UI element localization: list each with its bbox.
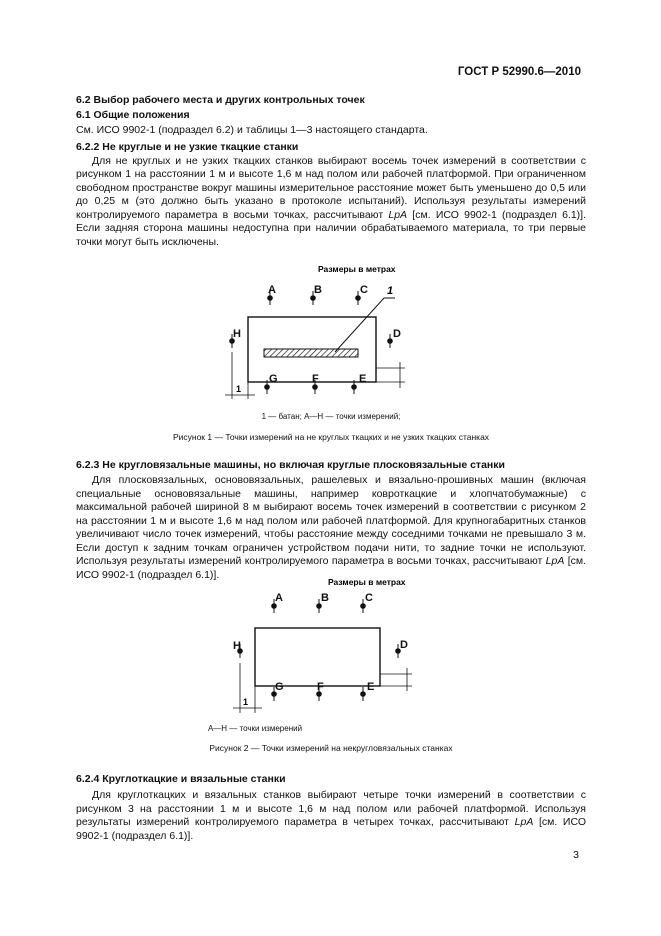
fig2-dim-one: 1 xyxy=(243,697,249,707)
paragraph-text-end: [см. ИСО 9902-1 (подраздел 6.1)]. xyxy=(76,555,586,581)
fig1-point-g xyxy=(264,373,277,394)
svg-text:A: A xyxy=(268,284,276,296)
fig2-machine xyxy=(255,628,380,686)
fig1-point-b xyxy=(310,284,322,305)
svg-text:C: C xyxy=(360,284,368,296)
svg-text:D: D xyxy=(400,639,408,651)
fig2-point-a xyxy=(271,592,283,613)
figure-2 xyxy=(200,573,460,718)
fig1-batan xyxy=(264,349,358,357)
lpa-symbol: LpA xyxy=(514,816,534,828)
paragraph-text-end: [см. ИСО 9902-1 (подраздел 6.1)]. Если задняя сторона машины недоступна при наличии обрабатываемого материала, то три первые точки могут быть исключены. xyxy=(76,208,586,248)
svg-text:E: E xyxy=(359,373,367,385)
fig2-point-b xyxy=(316,592,329,613)
svg-text:F: F xyxy=(317,681,324,693)
svg-text:G: G xyxy=(269,373,278,385)
paragraph-6-2-4 xyxy=(76,789,586,843)
figure-1 xyxy=(200,262,460,407)
document-id: ГОСТ Р 52990.6—2010 xyxy=(457,66,581,78)
paragraph-text-end: [см. ИСО 9902-1 (подраздел 6.1)]. xyxy=(76,816,587,842)
lpa-symbol: LpA xyxy=(388,208,408,221)
fig2-caption: Рисунок 2 — Точки измерений на некругловязальных станках xyxy=(209,743,453,753)
svg-text:B: B xyxy=(314,284,322,296)
section-6-2-4 xyxy=(76,773,586,843)
section-6-2 xyxy=(76,94,586,249)
fig1-callout-label: 1 xyxy=(387,285,394,297)
svg-text:D: D xyxy=(393,328,401,340)
fig1-point-d xyxy=(387,328,401,348)
fig1-point-e xyxy=(351,373,366,394)
heading-6-2: 6.2 Выбор рабочего места и других контрольных точек xyxy=(76,94,365,106)
svg-text:G: G xyxy=(275,681,284,693)
fig1-point-a xyxy=(267,284,276,305)
svg-text:B: B xyxy=(321,592,329,604)
heading-6-2-3: 6.2.3 Не кругловязальные машины, но включая круглые плосковязальные станки xyxy=(76,459,505,471)
svg-text:H: H xyxy=(233,640,241,652)
heading-6-1: 6.1 Общие положения xyxy=(76,109,190,121)
fig2-point-c xyxy=(360,592,373,613)
svg-text:C: C xyxy=(365,592,373,604)
heading-6-2-4: 6.2.4 Круглоткацкие и вязальные станки xyxy=(76,773,286,785)
page-number: 3 xyxy=(573,849,579,861)
fig2-dims: Размеры в метрах xyxy=(328,577,406,587)
paragraph-text: Для не круглых и не узких ткацких станков выбирают восемь точек измерений в соответствии с рисунком 1 на расстоянии 1 м и высоте 1,6 м над полом или рабочей платформой. При ограниченном свободном пространстве вокруг машины измерительное расстояние может быть уменьшено до 0,5 или до 0,25 м (это должно быть указано в протоколе испытаний). Используя результаты измерений контролируемого параметра в восьми точках, рассчитывают xyxy=(76,154,586,221)
fig1-point-c xyxy=(355,284,368,305)
fig1-dims: Размеры в метрах xyxy=(318,264,396,274)
fig1-legend: 1 — батан; A—H — точки измерений; xyxy=(261,412,401,421)
fig2-point-h xyxy=(233,640,243,658)
fig2-point-f xyxy=(316,681,324,701)
fig1-point-h xyxy=(229,328,241,348)
paragraph-6-2-2 xyxy=(76,155,586,250)
fig1-point-f xyxy=(312,373,319,394)
fig2-point-g xyxy=(271,681,283,701)
fig2-point-d xyxy=(395,639,408,658)
paragraph-text: Для круглоткацких и вязальных станков выбирают четыре точки измерений в соответствии с рисунком 3 на расстоянии 1 м и высоте 1,6 м над полом или рабочей платформой. Используя результаты измерений контролируемого параметра в четырех точках, рассчитывают xyxy=(76,789,586,828)
svg-text:H: H xyxy=(233,328,241,340)
section-6-2-3 xyxy=(76,459,586,582)
svg-text:F: F xyxy=(312,373,319,385)
lpa-symbol: LpA xyxy=(545,555,565,567)
paragraph-6-2-3 xyxy=(76,474,586,582)
fig2-point-e xyxy=(360,681,374,701)
paragraph-6-1: См. ИСО 9902-1 (подраздел 6.2) и таблицы 1—3 настоящего стандарта. xyxy=(76,124,428,136)
heading-6-2-2: 6.2.2 Не круглые и не узкие ткацкие станки xyxy=(76,140,299,153)
svg-text:E: E xyxy=(367,681,375,693)
paragraph-text: Для плосковязальных, основовязальных, рашелевых и вязально-прошивных машин (включая специальные основовязальные машины, например ковроткацкие и хлопчатобумажные) с максимальной рабочей шириной 8 м выбирают восемь точек измерений в соответствии с рисунком 2 на расстоянии 1 м и высоте 1,6 м над полом или рабочей платформой. Для крупногабаритных станков увеличивают число точек измерений, чтобы расстояние между соседними точками не превышало 3 м. Если доступ к задним точкам ограничен устройством подачи нити, то задние точки не используют. Используя результаты измерений контролируемого параметра в восьми точках, рассчитывают xyxy=(76,474,586,567)
fig1-caption: Рисунок 1 — Точки измерений на не круглых ткацких и не узких ткацких станках xyxy=(172,432,490,442)
fig1-dim-one: 1 xyxy=(236,384,242,394)
fig2-legend: A—H — точки измерений xyxy=(207,724,303,733)
svg-text:A: A xyxy=(275,592,283,604)
